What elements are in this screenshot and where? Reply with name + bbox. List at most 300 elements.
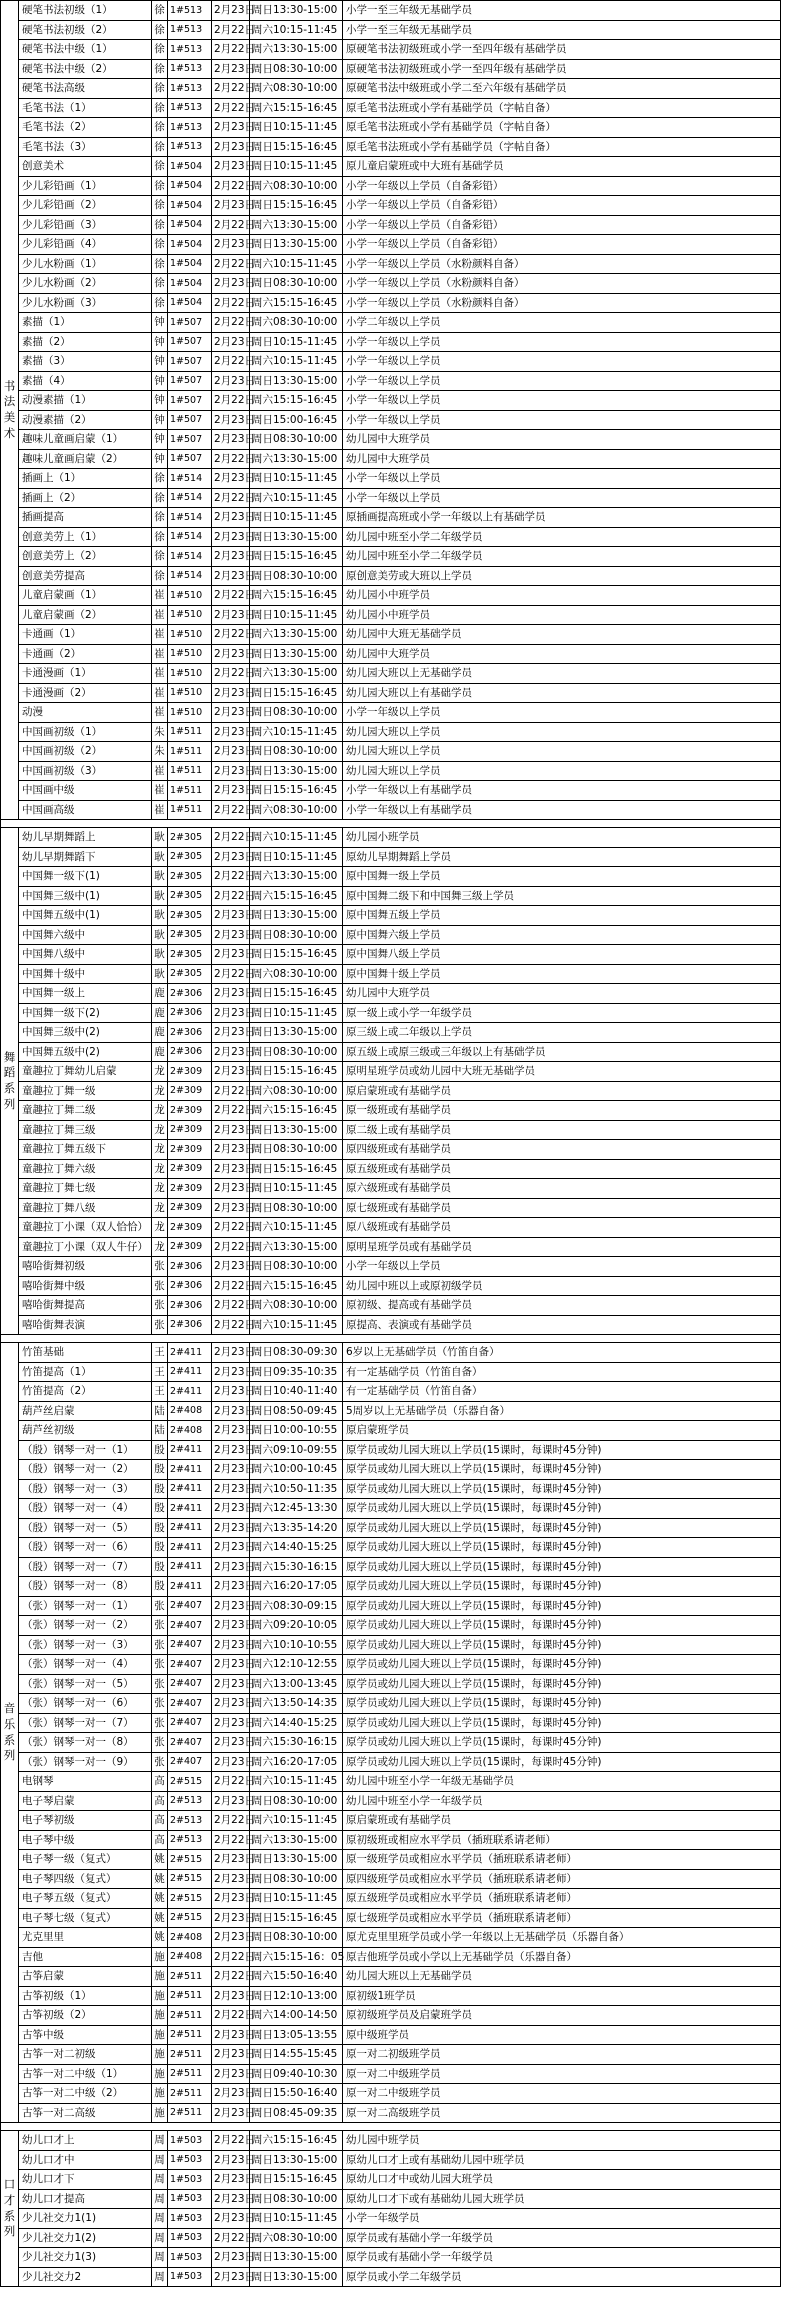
- course-name-cell: 趣味儿童画启蒙（1）: [19, 430, 152, 450]
- requirement-cell: 原学员或幼儿园大班以上学员(15课时，每课时45分钟): [343, 1460, 781, 1480]
- date-cell: 2月23日: [212, 1850, 250, 1870]
- date-cell: 2月23日: [212, 1655, 250, 1675]
- course-name-cell: 中国舞五级中(1): [19, 906, 152, 926]
- teacher-cell: 龙: [152, 1120, 168, 1140]
- time-cell: 周六08:30-10:00: [250, 2228, 343, 2248]
- requirement-cell: 原启蒙班或有基础学员: [343, 1811, 781, 1831]
- table-row: [1, 1023, 781, 1043]
- requirement-cell: 幼儿园小班学员: [343, 828, 781, 848]
- date-cell: 2月22日: [212, 313, 250, 333]
- course-name-cell: 电子琴中级: [19, 1830, 152, 1850]
- table-row: [1, 1616, 781, 1636]
- date-cell: 2月23日: [212, 1343, 250, 1363]
- table-row: [1, 254, 781, 274]
- date-cell: 2月23日: [212, 2267, 250, 2287]
- room-cell: 2#305: [168, 847, 212, 867]
- time-cell: 周六15:15-16:45: [250, 391, 343, 411]
- table-row: [1, 964, 781, 984]
- teacher-cell: 姚: [152, 1889, 168, 1909]
- room-cell: 2#305: [168, 964, 212, 984]
- separator-cell: [1, 1335, 781, 1343]
- time-cell: 周六10:15-11:45: [250, 828, 343, 848]
- date-cell: 2月23日: [212, 1752, 250, 1772]
- requirement-cell: 原七级班或有基础学员: [343, 1198, 781, 1218]
- time-cell: 周日13:30-15:00: [250, 2267, 343, 2287]
- time-cell: 周六13:00-13:45: [250, 1674, 343, 1694]
- date-cell: 2月23日: [212, 1908, 250, 1928]
- table-row: [1, 410, 781, 430]
- table-row: [1, 1, 781, 21]
- table-row: [1, 469, 781, 489]
- time-cell: 周六08:30-10:00: [250, 800, 343, 820]
- requirement-cell: 原插画提高班或小学一年级以上有基础学员: [343, 508, 781, 528]
- time-cell: 周六08:30-09:15: [250, 1596, 343, 1616]
- table-row: [1, 2267, 781, 2287]
- room-cell: 2#411: [168, 1362, 212, 1382]
- course-name-cell: 素描（1）: [19, 313, 152, 333]
- requirement-cell: 原幼儿口才上或有基础幼儿园中班学员: [343, 2150, 781, 2170]
- time-cell: 周六10:15-11:45: [250, 488, 343, 508]
- date-cell: 2月23日: [212, 566, 250, 586]
- room-cell: 2#408: [168, 1421, 212, 1441]
- teacher-cell: 姚: [152, 1869, 168, 1889]
- room-cell: 2#411: [168, 1479, 212, 1499]
- teacher-cell: 崔: [152, 761, 168, 781]
- date-cell: 2月22日: [212, 176, 250, 196]
- requirement-cell: 原硬笔书法初级班或小学一至四年级有基础学员: [343, 40, 781, 60]
- course-name-cell: （殷）钢琴一对一（3）: [19, 1479, 152, 1499]
- date-cell: 2月23日: [212, 683, 250, 703]
- course-name-cell: 童趣拉丁小课（双人恰恰）: [19, 1218, 152, 1238]
- date-cell: 2月23日: [212, 410, 250, 430]
- date-cell: 2月22日: [212, 1772, 250, 1792]
- table-row: [1, 274, 781, 294]
- table-row: [1, 215, 781, 235]
- time-cell: 周日08:30-10:00: [250, 59, 343, 79]
- room-cell: 2#407: [168, 1752, 212, 1772]
- room-cell: 1#503: [168, 2228, 212, 2248]
- time-cell: 周六08:30-10:00: [250, 964, 343, 984]
- table-row: [1, 683, 781, 703]
- table-row: [1, 332, 781, 352]
- room-cell: 2#515: [168, 1908, 212, 1928]
- category-cell: [1, 1343, 19, 2123]
- time-cell: 周日10:00-10:55: [250, 1421, 343, 1441]
- table-row: [1, 157, 781, 177]
- table-row: [1, 1479, 781, 1499]
- course-name-cell: 嘻哈街舞表演: [19, 1315, 152, 1335]
- time-cell: 周日10:40-11:40: [250, 1382, 343, 1402]
- time-cell: 周日13:30-15:00: [250, 1120, 343, 1140]
- teacher-cell: 殷: [152, 1499, 168, 1519]
- date-cell: 2月23日: [212, 1986, 250, 2006]
- course-name-cell: 少儿水粉画（1）: [19, 254, 152, 274]
- course-name-cell: 插画提高: [19, 508, 152, 528]
- course-name-cell: 中国舞一级上: [19, 984, 152, 1004]
- time-cell: 周日10:15-11:45: [250, 847, 343, 867]
- course-name-cell: 中国舞一级下(1): [19, 867, 152, 887]
- teacher-cell: 张: [152, 1596, 168, 1616]
- room-cell: 2#305: [168, 945, 212, 965]
- date-cell: 2月23日: [212, 781, 250, 801]
- time-cell: 周日08:45-09:35: [250, 2103, 343, 2123]
- date-cell: 2月22日: [212, 1830, 250, 1850]
- date-cell: 2月23日: [212, 547, 250, 567]
- time-cell: 周日08:30-10:00: [250, 1791, 343, 1811]
- requirement-cell: 幼儿园大班以上学员: [343, 761, 781, 781]
- room-cell: 2#407: [168, 1635, 212, 1655]
- requirement-cell: 幼儿园小中班学员: [343, 586, 781, 606]
- course-name-cell: 动漫素描（2）: [19, 410, 152, 430]
- course-name-cell: 中国画初级（3）: [19, 761, 152, 781]
- time-cell: 周六15:15-16:45: [250, 1276, 343, 1296]
- teacher-cell: 鹿: [152, 1023, 168, 1043]
- room-cell: 1#504: [168, 176, 212, 196]
- course-name-cell: 古筝一对二高级: [19, 2103, 152, 2123]
- requirement-cell: 原一对二中级班学员: [343, 2084, 781, 2104]
- course-name-cell: 吉他: [19, 1947, 152, 1967]
- date-cell: 2月23日: [212, 1257, 250, 1277]
- requirement-cell: 原五级班学员或相应水平学员（插班联系请老师）: [343, 1889, 781, 1909]
- date-cell: 2月23日: [212, 2170, 250, 2190]
- teacher-cell: 朱: [152, 722, 168, 742]
- course-name-cell: 古筝初级（2）: [19, 2006, 152, 2026]
- time-cell: 周日15:50-16:40: [250, 2084, 343, 2104]
- room-cell: 2#408: [168, 1947, 212, 1967]
- table-row: [1, 1062, 781, 1082]
- table-row: [1, 781, 781, 801]
- requirement-cell: 原中国舞二级下和中国舞三级上学员: [343, 886, 781, 906]
- teacher-cell: 耿: [152, 925, 168, 945]
- room-cell: 2#407: [168, 1616, 212, 1636]
- room-cell: 1#507: [168, 449, 212, 469]
- requirement-cell: 原幼儿早期舞蹈上学员: [343, 847, 781, 867]
- room-cell: 1#513: [168, 40, 212, 60]
- date-cell: 2月23日: [212, 1694, 250, 1714]
- course-name-cell: 中国舞三级中(1): [19, 886, 152, 906]
- requirement-cell: 原提高、表演或有基础学员: [343, 1315, 781, 1335]
- requirement-cell: 小学一年级以上学员（水粉颜料自备）: [343, 254, 781, 274]
- table-row: [1, 1577, 781, 1597]
- requirement-cell: 小学一年级以上学员: [343, 703, 781, 723]
- course-name-cell: 电子琴一级（复式）: [19, 1850, 152, 1870]
- date-cell: 2月22日: [212, 1276, 250, 1296]
- course-name-cell: （殷）钢琴一对一（8）: [19, 1577, 152, 1597]
- teacher-cell: 钟: [152, 313, 168, 333]
- date-cell: 2月23日: [212, 2150, 250, 2170]
- teacher-cell: 徐: [152, 1, 168, 21]
- table-row: [1, 118, 781, 138]
- requirement-cell: 小学一年级以上学员（自备彩铅）: [343, 235, 781, 255]
- date-cell: 2月23日: [212, 1499, 250, 1519]
- room-cell: 1#510: [168, 703, 212, 723]
- teacher-cell: 龙: [152, 1179, 168, 1199]
- course-name-cell: （张）钢琴一对一（1）: [19, 1596, 152, 1616]
- room-cell: 2#411: [168, 1382, 212, 1402]
- teacher-cell: 施: [152, 2006, 168, 2026]
- table-row: [1, 235, 781, 255]
- requirement-cell: 幼儿园中大班无基础学员: [343, 625, 781, 645]
- table-row: [1, 40, 781, 60]
- teacher-cell: 周: [152, 2150, 168, 2170]
- requirement-cell: 幼儿园中班至小学二年级学员: [343, 547, 781, 567]
- course-name-cell: 素描（2）: [19, 332, 152, 352]
- table-row: [1, 2189, 781, 2209]
- course-name-cell: （张）钢琴一对一（8）: [19, 1733, 152, 1753]
- time-cell: 周日08:30-10:00: [250, 703, 343, 723]
- date-cell: 2月22日: [212, 2131, 250, 2151]
- room-cell: 2#306: [168, 984, 212, 1004]
- room-cell: 2#515: [168, 1850, 212, 1870]
- requirement-cell: 原毛笔书法班或小学有基础学员（字帖自备）: [343, 137, 781, 157]
- room-cell: 1#513: [168, 20, 212, 40]
- category-label: 音 乐 系 列: [3, 1701, 16, 1763]
- date-cell: 2月23日: [212, 1538, 250, 1558]
- table-row: [1, 137, 781, 157]
- table-row: [1, 1401, 781, 1421]
- requirement-cell: 幼儿园中班至小学一年级学员: [343, 1791, 781, 1811]
- date-cell: 2月22日: [212, 20, 250, 40]
- room-cell: 1#504: [168, 157, 212, 177]
- requirement-cell: 幼儿园中班以上或原初级学员: [343, 1276, 781, 1296]
- teacher-cell: 施: [152, 1967, 168, 1987]
- requirement-cell: 原幼儿口才中或幼儿园大班学员: [343, 2170, 781, 2190]
- time-cell: 周日08:30-10:00: [250, 430, 343, 450]
- table-row: [1, 430, 781, 450]
- table-row: [1, 449, 781, 469]
- category-label: 舞 蹈 系 列: [3, 1049, 16, 1111]
- requirement-cell: 小学一年级以上学员: [343, 469, 781, 489]
- course-name-cell: （张）钢琴一对一（6）: [19, 1694, 152, 1714]
- time-cell: 周六13:30-15:00: [250, 215, 343, 235]
- teacher-cell: 徐: [152, 40, 168, 60]
- time-cell: 周六13:50-14:35: [250, 1694, 343, 1714]
- teacher-cell: 姚: [152, 1908, 168, 1928]
- category-cell: [1, 828, 19, 1335]
- date-cell: 2月23日: [212, 332, 250, 352]
- teacher-cell: 钟: [152, 352, 168, 372]
- course-name-cell: 少儿水粉画（2）: [19, 274, 152, 294]
- table-row: [1, 586, 781, 606]
- room-cell: 1#513: [168, 118, 212, 138]
- table-row: [1, 508, 781, 528]
- requirement-cell: 小学一年级以上学员（水粉颜料自备）: [343, 293, 781, 313]
- date-cell: 2月23日: [212, 1401, 250, 1421]
- table-row: [1, 2228, 781, 2248]
- time-cell: 周六12:45-13:30: [250, 1499, 343, 1519]
- date-cell: 2月23日: [212, 1479, 250, 1499]
- date-cell: 2月23日: [212, 1198, 250, 1218]
- date-cell: 2月23日: [212, 1140, 250, 1160]
- date-cell: 2月23日: [212, 1460, 250, 1480]
- requirement-cell: 原毛笔书法班或小学有基础学员（字帖自备）: [343, 98, 781, 118]
- time-cell: 周六13:30-15:00: [250, 449, 343, 469]
- teacher-cell: 徐: [152, 137, 168, 157]
- teacher-cell: 高: [152, 1830, 168, 1850]
- table-row: [1, 1499, 781, 1519]
- date-cell: 2月22日: [212, 254, 250, 274]
- requirement-cell: 原中级班学员: [343, 2025, 781, 2045]
- table-row: [1, 1382, 781, 1402]
- course-name-cell: 中国舞一级下(2): [19, 1003, 152, 1023]
- date-cell: 2月23日: [212, 527, 250, 547]
- teacher-cell: 殷: [152, 1557, 168, 1577]
- date-cell: 2月22日: [212, 586, 250, 606]
- teacher-cell: 周: [152, 2267, 168, 2287]
- teacher-cell: 徐: [152, 215, 168, 235]
- course-name-cell: （张）钢琴一对一（2）: [19, 1616, 152, 1636]
- room-cell: 1#510: [168, 683, 212, 703]
- time-cell: 周日15:15-16:45: [250, 945, 343, 965]
- time-cell: 周日08:30-10:00: [250, 742, 343, 762]
- teacher-cell: 龙: [152, 1101, 168, 1121]
- requirement-cell: 原启蒙班或有基础学员: [343, 1081, 781, 1101]
- table-row: [1, 984, 781, 1004]
- teacher-cell: 张: [152, 1713, 168, 1733]
- date-cell: 2月22日: [212, 1967, 250, 1987]
- room-cell: 1#514: [168, 547, 212, 567]
- requirement-cell: 原初级班学员及启蒙班学员: [343, 2006, 781, 2026]
- room-cell: 2#515: [168, 1772, 212, 1792]
- course-name-cell: （殷）钢琴一对一（5）: [19, 1518, 152, 1538]
- teacher-cell: 徐: [152, 508, 168, 528]
- time-cell: 周日13:30-15:00: [250, 761, 343, 781]
- date-cell: 2月22日: [212, 1218, 250, 1238]
- requirement-cell: 原学员或幼儿园大班以上学员(15课时，每课时45分钟): [343, 1616, 781, 1636]
- teacher-cell: 周: [152, 2189, 168, 2209]
- time-cell: 周日13:30-15:00: [250, 2150, 343, 2170]
- requirement-cell: 原学员或幼儿园大班以上学员(15课时，每课时45分钟): [343, 1733, 781, 1753]
- table-row: [1, 1655, 781, 1675]
- room-cell: 2#411: [168, 1440, 212, 1460]
- room-cell: 1#510: [168, 664, 212, 684]
- table-row: [1, 945, 781, 965]
- teacher-cell: 耿: [152, 964, 168, 984]
- room-cell: 2#306: [168, 1315, 212, 1335]
- date-cell: 2月22日: [212, 1811, 250, 1831]
- room-cell: 2#407: [168, 1694, 212, 1714]
- date-cell: 2月23日: [212, 1674, 250, 1694]
- teacher-cell: 施: [152, 2084, 168, 2104]
- course-name-cell: 少儿彩铅画（1）: [19, 176, 152, 196]
- room-cell: 2#309: [168, 1081, 212, 1101]
- time-cell: 周六09:10-09:55: [250, 1440, 343, 1460]
- requirement-cell: 原一对二高级班学员: [343, 2103, 781, 2123]
- time-cell: 周六16:20-17:05: [250, 1577, 343, 1597]
- time-cell: 周日15:15-16:45: [250, 1062, 343, 1082]
- date-cell: 2月23日: [212, 235, 250, 255]
- course-name-cell: 童趣拉丁舞三级: [19, 1120, 152, 1140]
- table-row: [1, 1315, 781, 1335]
- course-name-cell: 少儿彩铅画（3）: [19, 215, 152, 235]
- table-row: [1, 1343, 781, 1363]
- course-name-cell: 中国舞八级中: [19, 945, 152, 965]
- room-cell: 2#309: [168, 1198, 212, 1218]
- course-name-cell: 童趣拉丁舞六级: [19, 1159, 152, 1179]
- room-cell: 2#411: [168, 1460, 212, 1480]
- teacher-cell: 徐: [152, 235, 168, 255]
- requirement-cell: 小学一年级以上学员: [343, 391, 781, 411]
- requirement-cell: 原初级1班学员: [343, 1986, 781, 2006]
- room-cell: 2#515: [168, 1889, 212, 1909]
- date-cell: 2月22日: [212, 79, 250, 99]
- teacher-cell: 钟: [152, 332, 168, 352]
- requirement-cell: 原硬笔书法中级班或小学二至六年级有基础学员: [343, 79, 781, 99]
- date-cell: 2月23日: [212, 1179, 250, 1199]
- time-cell: 周六15:15-16:45: [250, 586, 343, 606]
- teacher-cell: 周: [152, 2248, 168, 2268]
- room-cell: 1#503: [168, 2248, 212, 2268]
- requirement-cell: 小学一年级以上有基础学员: [343, 800, 781, 820]
- teacher-cell: 殷: [152, 1518, 168, 1538]
- course-name-cell: （殷）钢琴一对一（2）: [19, 1460, 152, 1480]
- requirement-cell: 原学员或幼儿园大班以上学员(15课时，每课时45分钟): [343, 1635, 781, 1655]
- time-cell: 周日15:15-16:45: [250, 1159, 343, 1179]
- teacher-cell: 龙: [152, 1237, 168, 1257]
- table-row: [1, 800, 781, 820]
- time-cell: 周日10:15-11:45: [250, 1003, 343, 1023]
- time-cell: 周六14:40-15:25: [250, 1713, 343, 1733]
- date-cell: 2月23日: [212, 157, 250, 177]
- time-cell: 周日15:15-16:45: [250, 984, 343, 1004]
- table-row: [1, 566, 781, 586]
- time-cell: 周六16:20-17:05: [250, 1752, 343, 1772]
- section-separator: [1, 820, 781, 828]
- room-cell: 2#305: [168, 828, 212, 848]
- teacher-cell: 崔: [152, 644, 168, 664]
- course-name-cell: 古筝一对二中级（1）: [19, 2064, 152, 2084]
- date-cell: 2月23日: [212, 196, 250, 216]
- room-cell: 1#511: [168, 722, 212, 742]
- room-cell: 1#510: [168, 586, 212, 606]
- table-row: [1, 906, 781, 926]
- teacher-cell: 徐: [152, 20, 168, 40]
- teacher-cell: 崔: [152, 605, 168, 625]
- room-cell: 2#411: [168, 1577, 212, 1597]
- time-cell: 周日10:15-11:45: [250, 508, 343, 528]
- requirement-cell: 原四级班或有基础学员: [343, 1140, 781, 1160]
- requirement-cell: 原学员或幼儿园大班以上学员(15课时，每课时45分钟): [343, 1694, 781, 1714]
- table-row: [1, 828, 781, 848]
- table-row: [1, 527, 781, 547]
- table-row: [1, 2103, 781, 2123]
- date-cell: 2月23日: [212, 605, 250, 625]
- requirement-cell: 原学员或幼儿园大班以上学员(15课时，每课时45分钟): [343, 1752, 781, 1772]
- requirement-cell: 原学员或有基础小学一年级学员: [343, 2248, 781, 2268]
- time-cell: 周六08:30-10:00: [250, 313, 343, 333]
- room-cell: 2#309: [168, 1120, 212, 1140]
- room-cell: 2#411: [168, 1518, 212, 1538]
- time-cell: 周六13:30-15:00: [250, 1830, 343, 1850]
- course-name-cell: （张）钢琴一对一（7）: [19, 1713, 152, 1733]
- time-cell: 周六13:30-15:00: [250, 1237, 343, 1257]
- requirement-cell: 原六级班或有基础学员: [343, 1179, 781, 1199]
- course-name-cell: 毛笔书法（1）: [19, 98, 152, 118]
- room-cell: 2#511: [168, 2006, 212, 2026]
- table-row: [1, 1538, 781, 1558]
- teacher-cell: 崔: [152, 586, 168, 606]
- table-row: [1, 625, 781, 645]
- date-cell: 2月23日: [212, 742, 250, 762]
- date-cell: 2月23日: [212, 1733, 250, 1753]
- date-cell: 2月23日: [212, 2045, 250, 2065]
- course-name-cell: 硬笔书法中级（2）: [19, 59, 152, 79]
- room-cell: 2#305: [168, 906, 212, 926]
- room-cell: 2#408: [168, 1401, 212, 1421]
- room-cell: 2#515: [168, 1869, 212, 1889]
- table-row: [1, 1850, 781, 1870]
- table-row: [1, 293, 781, 313]
